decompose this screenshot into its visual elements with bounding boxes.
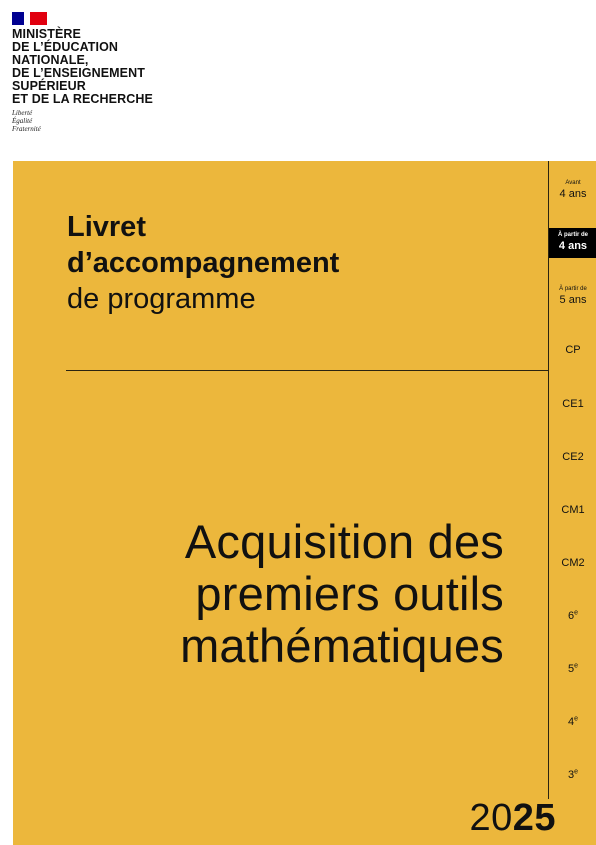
ministry-logo	[12, 12, 212, 133]
title-divider	[66, 370, 549, 371]
cover-panel	[13, 161, 596, 845]
level-small-label: À partir de	[559, 286, 587, 292]
ministry-line: DE L’ENSEIGNEMENT	[12, 66, 145, 80]
ministry-line: MINISTÈRE	[12, 27, 81, 41]
level-item	[549, 503, 596, 517]
republic-motto	[12, 109, 212, 133]
level-item	[549, 768, 596, 782]
level-label: CE2	[562, 451, 584, 463]
level-sidebar	[548, 161, 596, 799]
main-title-line: premiers outils	[195, 567, 504, 620]
title-regular-line: de programme	[67, 283, 256, 315]
level-label	[549, 662, 596, 676]
marianne-flag-icon	[12, 12, 47, 25]
level-item	[549, 397, 596, 411]
level-item	[549, 609, 596, 623]
level-label: 5 ans	[559, 294, 587, 306]
level-ordinal: e	[574, 715, 579, 723]
level-label	[549, 715, 596, 729]
level-item	[549, 662, 596, 676]
ministry-name	[12, 28, 212, 106]
level-small-label: Avant	[565, 180, 581, 186]
main-title	[180, 516, 504, 672]
motto-line: Liberté	[12, 109, 33, 117]
level-label: CM2	[561, 557, 585, 569]
level-item-active	[549, 228, 596, 258]
year-light: 20	[469, 797, 513, 839]
level-ordinal: e	[574, 609, 579, 617]
main-title-line: mathématiques	[180, 619, 504, 672]
level-number: 6	[567, 610, 575, 622]
booklet-title	[67, 209, 339, 317]
level-label	[549, 768, 596, 782]
level-small-label: À partir de	[557, 232, 588, 238]
level-number: 3	[567, 769, 575, 781]
ministry-line: ET DE LA RECHERCHE	[12, 92, 153, 106]
level-label: CM1	[561, 504, 585, 516]
level-label: CP	[565, 344, 581, 356]
level-item	[549, 450, 596, 464]
level-item	[549, 285, 596, 307]
ministry-line: DE L’ÉDUCATION	[12, 40, 119, 54]
level-number: 4	[567, 716, 575, 728]
level-label: 4 ans	[559, 188, 587, 200]
level-label: CE1	[562, 398, 584, 410]
level-label	[549, 609, 596, 623]
title-bold-line: d’accompagnement	[67, 247, 340, 279]
level-number: 5	[567, 663, 575, 675]
level-ordinal: e	[574, 768, 579, 776]
level-item	[549, 343, 596, 357]
level-item	[549, 556, 596, 570]
title-bold-line: Livret	[67, 211, 146, 243]
main-title-line: Acquisition des	[184, 515, 504, 568]
ministry-line: NATIONALE,	[12, 53, 89, 67]
motto-line: Fraternité	[12, 125, 41, 133]
year-bold: 25	[512, 797, 556, 839]
ministry-line: SUPÉRIEUR	[12, 79, 86, 93]
year-label	[469, 798, 556, 838]
level-item	[549, 715, 596, 729]
motto-line: Égalité	[12, 117, 33, 125]
level-ordinal: e	[574, 662, 579, 670]
level-item	[549, 179, 596, 201]
level-label: 4 ans	[558, 240, 588, 252]
